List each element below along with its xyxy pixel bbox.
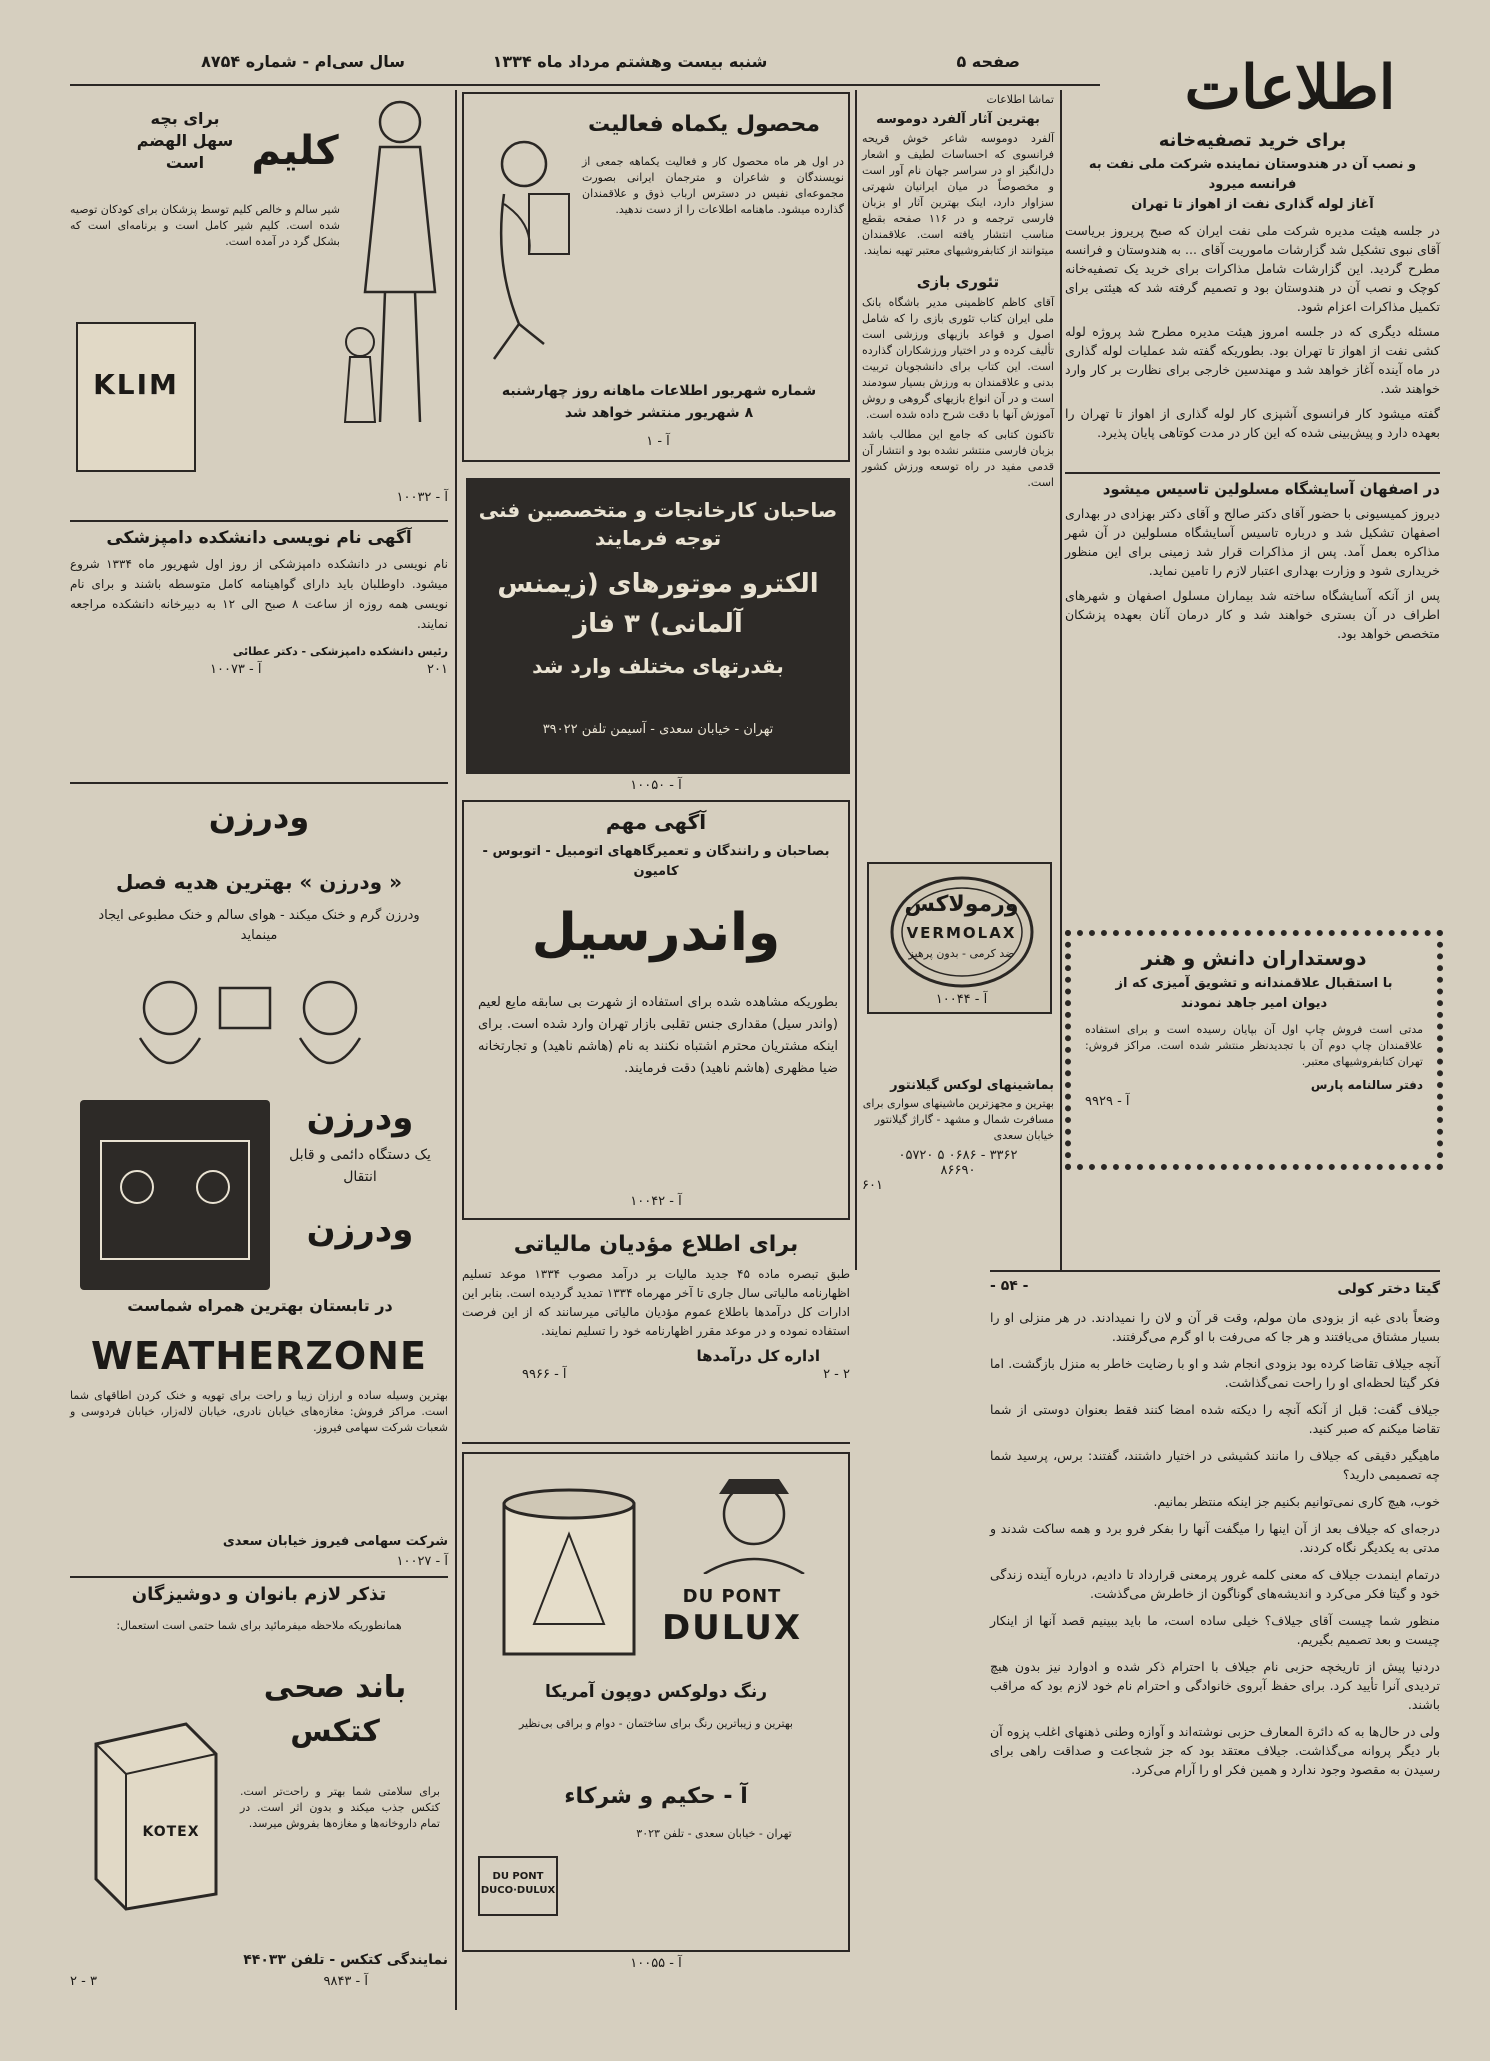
ad-wondersil-title: آگهی مهم <box>605 810 707 834</box>
weatherzone-code: آ - ۱۰۰۲۷ <box>396 1554 448 1569</box>
news-body-refinery-3: گفته میشود کار فرانسوی آشپزی کار لوله گذاری از اهواز تا تهران را بعهده دارد و پیش‌بینی شده که این کار در مدت کوتاهی پایان پذیرد. <box>1065 406 1440 440</box>
kotex-body: برای سلامتی شما بهتر و راحت‌تر است. کتکس جذب میکند و بدون اثر است. در تمام داروخانه‌ها و مغازه‌ها بفروش میرسد. <box>240 1785 440 1830</box>
ad-art-sign: دفتر سالنامه پارس <box>1310 1078 1423 1092</box>
page-number: صفحه ۵ <box>956 52 1020 71</box>
article-musset-body: آلفرد دوموسه شاعر خوش قریحه فرانسوی که احساسات لطیف و اشعار دل‌انگیز او در سراسر جهان نام آور است و مخصوصاً در میان ایرانیان شهرتی سزاوار دارد، اینک بهترین آثار او بزبان فارسی ترجمه و در ۱۱۶ صفحه بقطع مناسب انتشار یافته است. علاقمندان میتوانند از کتابفروشیهای معتبر تهیه نمایند. <box>862 132 1054 257</box>
klim-code: آ - ۱۰۰۳۲ <box>396 490 448 505</box>
weatherzone-title: ودرزن <box>208 798 310 836</box>
ad-siemens-line1: صاحبان کارخانجات و متخصصین فنی توجه فرمایند <box>478 498 838 550</box>
ad-gilantour-title: بماشینهای لوکس گیلانتور <box>890 1078 1054 1093</box>
klim-can <box>76 322 196 472</box>
tax-bottom-rule <box>462 1442 850 1444</box>
ad-vermolax <box>867 862 1052 1014</box>
ad-gilantour-phones: ۳۳۶۲ - ۰۶۸۶ ۵ ۰۵۷۲۰ ۸۶۶۹۰ <box>898 1148 1018 1178</box>
serial-header <box>990 1278 1440 1298</box>
ad-tax-sign: اداره کل درآمدها <box>696 1347 820 1365</box>
article-game-theory-body: آقای کاظم کاظمینی مدیر باشگاه بانک ملی ایران کتاب تئوری بازی را که شامل اصول و قواعد بازیهای ورزشی است تألیف کرده و در اختیار ورزشکاران گذارده است. این کتاب برای دانشجویان تربیت بدنی و علاقمندان به ورزش بسیار سودمند است و در آن انواع بازیهای گروهی و روش آموزش آنها با دقت شرح داده شده است. <box>862 296 1054 421</box>
news-body-sanatorium-2: پس از آنکه آسایشگاه ساخته شد بیماران مسلول اصفهان و شهرهای اطراف در آن بستری خواهند شد و کار درمان آنان بعهده پزشکان متخصص خواهد بود. <box>1065 588 1440 641</box>
ad-tax-title: برای اطلاع مؤدیان مالیاتی <box>513 1232 799 1257</box>
column-rule-1 <box>455 90 457 2010</box>
ad-tax-body: طبق تبصره ماده ۴۵ جدید مالیات بر درآمد مصوب ۱۳۳۴ موعد تسلیم اظهارنامه مالیاتی سال جاری تا آخر مهرماه ۱۳۳۴ تمدید گردیده است. بنابر این ادارات کل درآمدها باطلاع عموم مؤدیان مالیاتی میرسانند که از این فرصت استفاده نموده و در موعد مقرر اظهارنامه خود را تسلیم نمایند. <box>462 1267 851 1338</box>
sailor-illustration-icon <box>684 1464 824 1574</box>
ad-vet-code: آ - ۱۰۰۷۳ <box>210 662 262 677</box>
news-title-sanatorium: در اصفهان آسایشگاه مسلولین تاسیس میشود <box>1065 472 1440 498</box>
weatherzone-slogan-2: ودرزن گرم و خنک میکند - هوای سالم و خنک مطبوعی ایجاد مینماید <box>98 908 420 943</box>
weatherzone-slogan: « ودرزن » بهترین هدیه فصل <box>116 870 402 894</box>
ad-monthly-foot: شماره شهریور اطلاعات ماهانه روز چهارشنبه ۸ شهریور منتشر خواهد شد <box>501 383 817 421</box>
news-body-refinery-1: در جلسه هیئت مدیره شرکت ملی نفت ایران که صبح پریروز بریاست آقای نبوی تشکیل شد گزارشات ماموریت آقای ... به هندوستان و فرانسه مطرح گردید. این گزارشات شامل مذاکرات برای خرید یک تصفیه‌خانه کوچک و نصب آن در هندوستان بود و تصمیم گرفته شد که هیئتی برای تکمیل مذاکرات اعزام شود. <box>1065 223 1440 314</box>
serial-top-rule <box>990 1270 1440 1272</box>
ad-monthly-magazine <box>462 92 850 462</box>
dulux-address: تهران - خیابان سعدی - تلفن ۳۰۲۳ <box>636 1827 792 1840</box>
vermolax-line: ضد کرمی - بدون پرهیز <box>908 947 1015 960</box>
serial-paragraph: منظور شما چیست آقای جیلاف؟ خیلی ساده است، ما باید ببینیم قصد آنها از اینکار چیست و بعد تصمیم بگیریم. <box>990 1613 1440 1647</box>
ad-art-body: مدتی است فروش چاپ اول آن بپایان رسیده است و برای استفاده علاقمندان چاپ دوم آن با تجدیدنظر منتشر شده است. مراکز فروش: تهران کتابفروشیهای معتبر. <box>1085 1023 1423 1068</box>
weatherzone-seller: شرکت سهامی فیروز خیابان سعدی <box>222 1534 448 1549</box>
weatherzone-mid-3: ودرزن <box>306 1210 414 1250</box>
ad-weatherzone <box>70 790 448 1470</box>
ad-vet-title: آگهی نام نویسی دانشکده دامپزشکی <box>106 528 412 548</box>
klim-bottom-rule <box>70 520 448 522</box>
issue-number: سال سی‌ام - شماره ۸۷۵۴ <box>201 52 405 71</box>
serial-paragraph: آنچه جیلاف تقاضا کرده بود بزودی انجام شد و او با رضایت خاطر به منزل بازگشت. اما فکر گیتا لحظه‌ای او را راحت نمی‌گذاشت. <box>990 1356 1440 1390</box>
kotex-code: آ - ۹۸۴۳ <box>323 1974 368 1989</box>
weatherzone-body: بهترین وسیله ساده و ارزان زیبا و راحت برای تهویه و خنک کردن اطاقهای شما است. مراکز فروش: مغازه‌های خیابان نادری، خیابان لاله‌زار، خیابان فردوسی و شعبات شرکت سهامی فیروز. <box>70 1389 448 1434</box>
ad-vet-body: نام نویسی در دانشکده دامپزشکی از روز اول شهریور ماه ۱۳۳۴ شروع میشود. داوطلبان باید دارای گواهینامه کامل متوسطه باشند و برای نام نویسی همه روزه از ساعت ۸ صبح الی ۱۲ به دبیرخانه دانشکده مراجعه نمایند. <box>70 557 448 631</box>
serial-paragraph: جیلاف گفت: قبل از آنکه آنچه را دیکته شده امضا کنند فقط بعنوان دوستی از شما تقاضا میکنم که صبر کنید. <box>990 1402 1440 1436</box>
news-subtitle-refinery: و نصب آن در هندوستان نماینده شرکت ملی نفت به فرانسه میرود آغاز لوله گذاری نفت از اهواز تا تهران <box>1088 157 1417 212</box>
ad-monthly-code: آ - ۱ <box>646 434 670 449</box>
weatherzone-mid-2: یک دستگاه دائمی و قابل انتقال <box>289 1147 431 1185</box>
ad-tax-code2: ۲ - ۲ <box>823 1367 850 1382</box>
news-column-3 <box>862 112 1054 491</box>
ad-vet-sign: رئیس دانشکده دامپزشکی - دکتر عطائی <box>232 645 448 658</box>
ad-gilantour-body: بهترین و مجهزترین ماشینهای سواری برای مسافرت شمال و مشهد ‌- گاراژ گیلانتور خیابان سعدی <box>862 1097 1054 1142</box>
serial-paragraph: وضعاً بادی غبه از بزودی مان مولم، وقت قر آن و لان را نمیدادند. در هر منزلی او را بسیار مشتاق می‌یافتند و هر جا که می‌رفت با او گرم می‌گرفتند. <box>990 1310 1440 1344</box>
kotex-sub: همانطوریکه ملاحظه میفرمائید برای شما حتمی است استعمال: <box>116 1619 402 1632</box>
newspaper-logo: اطلاعات <box>1184 53 1396 123</box>
news-body-refinery-2: مسئله دیگری که در جلسه امروز هیئت مدیره مطرح شد پروژه لوله کشی نفت از اهواز تا تهران بود. بطوریکه گفته شد عملیات لوله گذاری در ماه آینده آغاز خواهد شد و مهندسین خارجی برای نظارت بر کار وارد خواهند شد. <box>1065 324 1440 396</box>
klim-title: کلیم <box>251 128 339 174</box>
klim-can-brand: KLIM <box>93 368 179 401</box>
dulux-seller: آ - حکیم و شرکاء <box>564 1784 748 1809</box>
ad-monthly-title: محصول یکماه فعالیت <box>587 112 821 137</box>
weatherzone-mid: ودرزن <box>306 1098 414 1138</box>
ad-siemens-code: آ - ۱۰۰۵۰ <box>630 778 682 793</box>
kotex-box-label: KOTEX <box>142 1824 200 1840</box>
kotex-code2: ۲ - ۳ <box>70 1974 97 1989</box>
ad-gilantour-code: ۶۰۱ <box>862 1178 883 1193</box>
ad-monthly-body: در اول هر ماه محصول کار و فعالیت یکماهه جمعی از نویسندگان و شاعران و مترجمان ایرانی بصورت مجموعه‌ای نفیس در دسترس ارباب ذوق و علاقمندان گذارده میشود. ماهنامه اطلاعات را از دست ندهید. <box>582 155 844 216</box>
ad-art-subtitle: با استقبال علاقمندانه و تشویق آمیزی که از دیوان امیر جاهد نمودند <box>1115 976 1393 1011</box>
ad-wondersil-body: بطوریکه مشاهده شده برای استفاده از شهرت بی سابقه مایع لعیم (واندر سیل) مقداری جنس تقلبی بازار تهران وارد شده است. برای اینکه مشتریان محترم اشتباه نکنند به نام (هاشم ناهید) و تجارتخانه ضیا مظهری (هاشم ناهید) دقت فرمایند. <box>478 995 838 1076</box>
ad-siemens-line3: بقدرتهای مختلف وارد شد <box>532 654 784 678</box>
mother-child-illustration-icon <box>340 92 450 512</box>
family-illustration-icon <box>110 958 410 1088</box>
serial-paragraph: خوب، هیچ کاری نمی‌توانیم بکنیم جز اینکه منتظر بمانیم. <box>1153 1494 1440 1509</box>
serial-paragraph: ماهیگیر دقیقی که جیلاف را مانند کشیشی در اختیار داشتند، گفتند: برس، پرسید شما چه تصمیمی دارید؟ <box>990 1448 1440 1482</box>
ad-tax-code: آ - ۹۹۶۶ <box>522 1367 567 1382</box>
serial-number: - ۵۴ - <box>990 1278 1029 1294</box>
column-rule-2 <box>855 90 857 1270</box>
vermolax-code: آ - ۱۰۰۴۴ <box>935 992 988 1007</box>
serial-title: گیتا دختر کولی <box>1337 1281 1440 1297</box>
weatherzone-bottom-rule <box>70 1576 448 1578</box>
dulux-logo-box: DU PONT DUCO·DULUX <box>478 1856 558 1916</box>
article-game-theory-title: تئوری بازی <box>916 273 1000 291</box>
ad-kotex <box>70 1584 448 2004</box>
dulux-brand-1: DU PONT <box>682 1586 782 1607</box>
news-column-right <box>1065 90 1440 643</box>
ad-tax-notice <box>462 1232 850 1432</box>
ad-siemens-motors <box>466 478 850 774</box>
reading-woman-illustration-icon <box>474 124 574 364</box>
column-rule-3 <box>1060 90 1062 1270</box>
ad-siemens-line2: الکترو موتورهای (زیمنس آلمانی) ۳ فاز <box>497 569 819 639</box>
column-3-tag: تماشا اطلاعات <box>986 93 1054 106</box>
ad-vet-code2: ۲۰۱ <box>427 662 448 677</box>
news-body-sanatorium-1: دیروز کمیسیونی با حضور آقای دکتر صالح و آقای دکتر بهزادی در بهداری اصفهان تشکیل شد و درباره تاسیس آسایشگاه مسلولین در آن شهر مذاکره بعمل آمد. پس از مذاکرات قرار شد زمینی برای این منظور خریداری شود و وزارت بهداری اعتبار لازم را تامین نماید. <box>1065 506 1440 578</box>
ad-wondersil-code: آ - ۱۰۰۴۲ <box>630 1194 682 1209</box>
klim-body: شیر سالم و خالص کلیم توسط پزشکان برای کودکان توصیه شده است. کلیم شیر کامل است و برنامه‌ای است که بشکل گرد در آمده است. <box>70 203 340 248</box>
ad-art-code: آ - ۹۹۲۹ <box>1085 1094 1130 1109</box>
ad-wondersil-sub: بصاحبان و رانندگان و تعمیرگاههای اتومبیل - اتوبوس - کامیون <box>482 844 830 879</box>
vet-bottom-rule <box>70 782 448 784</box>
ad-wondersil <box>462 800 850 1220</box>
masthead-rule <box>70 84 1100 86</box>
serial-paragraph: دردنیا پیش از تاریخچه حزبی نام جیلاف با احترام ذکر شده و ادوارد نیز بدون هیچ تردیدی آنرا تأیید کرد. برای حفظ آبروی خانوادگی و احترام نام خود لازم بود که مراقب باشند. <box>990 1659 1440 1712</box>
ad-klim <box>70 92 448 512</box>
issue-date: شنبه بیست وهشتم مرداد ماه ۱۳۳۴ <box>492 52 768 71</box>
ad-wondersil-brand: واندرسیل <box>531 903 781 963</box>
serial-paragraph: ولی در حال‌ها به که دائرة المعارف حزبی نوشته‌اند و آوازه وطنی ذهنهای اغلب پزوه آن بار دیگر پروانه می‌گذاشت. جیلاف معتقد بود که جز شجاعت و صداقت راهی برای رسیدن به مقصود وجود ندارد و همین فکر او را آرام می‌کرد. <box>990 1724 1440 1777</box>
vermolax-latin: VERMOLAX <box>906 924 1017 942</box>
kotex-brand: باند صحی کتکس <box>263 1670 407 1749</box>
ad-vet-school <box>70 528 448 778</box>
weatherzone-unit-icon <box>80 1100 270 1290</box>
klim-side: برای بچه سهل الهضم است <box>136 109 234 172</box>
kotex-box-icon <box>76 1714 226 1914</box>
ad-art-title: دوستداران دانش و هنر <box>1141 946 1367 970</box>
ad-dulux-code: آ - ۱۰۰۵۵ <box>630 1956 682 1971</box>
ad-siemens-address: تهران - خیابان سعدی - آسیمن تلفن ۳۹۰۲۲ <box>542 722 774 737</box>
vermolax-title: ورمولاکس <box>904 892 1019 917</box>
article-musset-title: بهترین آثار آلفرد دوموسه <box>876 112 1040 127</box>
weatherzone-brand: WEATHERZONE <box>91 1334 427 1378</box>
news-title-refinery: برای خرید تصفیه‌خانه <box>1158 130 1347 151</box>
kotex-title: تذکر لازم بانوان و دوشیزگان <box>131 1584 387 1605</box>
ad-dulux <box>462 1452 850 1952</box>
serial-paragraph: درتمام اینمدت جیلاف که معنی کلمه غرور پرمعنی قرارداد تا دادیم، درباره آینده زندگی خود و گیتا فکر می‌کرد و اندیشه‌های گوناگون از خاطرش می‌گذشت. <box>990 1567 1440 1601</box>
serial-paragraph: درجه‌ای که جیلاف بعد از آن اینها را میگفت آنها را بفکر فرو برد و همه ساکت شدند و مدتی به یکدیگر نگاه کردند. <box>990 1521 1440 1555</box>
serial-body <box>990 1308 1440 1787</box>
dulux-headline: رنگ دولوکس دوپون آمریکا <box>544 1682 767 1702</box>
ad-gilantour <box>862 1078 1054 1193</box>
ad-art-lovers <box>1065 930 1443 1170</box>
dulux-brand-2: DULUX <box>661 1608 803 1648</box>
dulux-body: بهترین و زیباترین رنگ برای ساختمان - دوام و براقی بی‌نظیر <box>518 1717 793 1730</box>
kotex-foot: نمایندگی کتکس - تلفن ۴۴۰۳۳ <box>243 1952 448 1968</box>
article-game-theory-tail: تاکنون کتابی که جامع این مطالب باشد بزبان فارسی منتشر نشده بود و انتشار آن قدمی مفید در راه توسعه ورزش کشور است. <box>862 428 1054 489</box>
weatherzone-mid-4: در تابستان بهترین همراه شماست <box>127 1296 393 1315</box>
